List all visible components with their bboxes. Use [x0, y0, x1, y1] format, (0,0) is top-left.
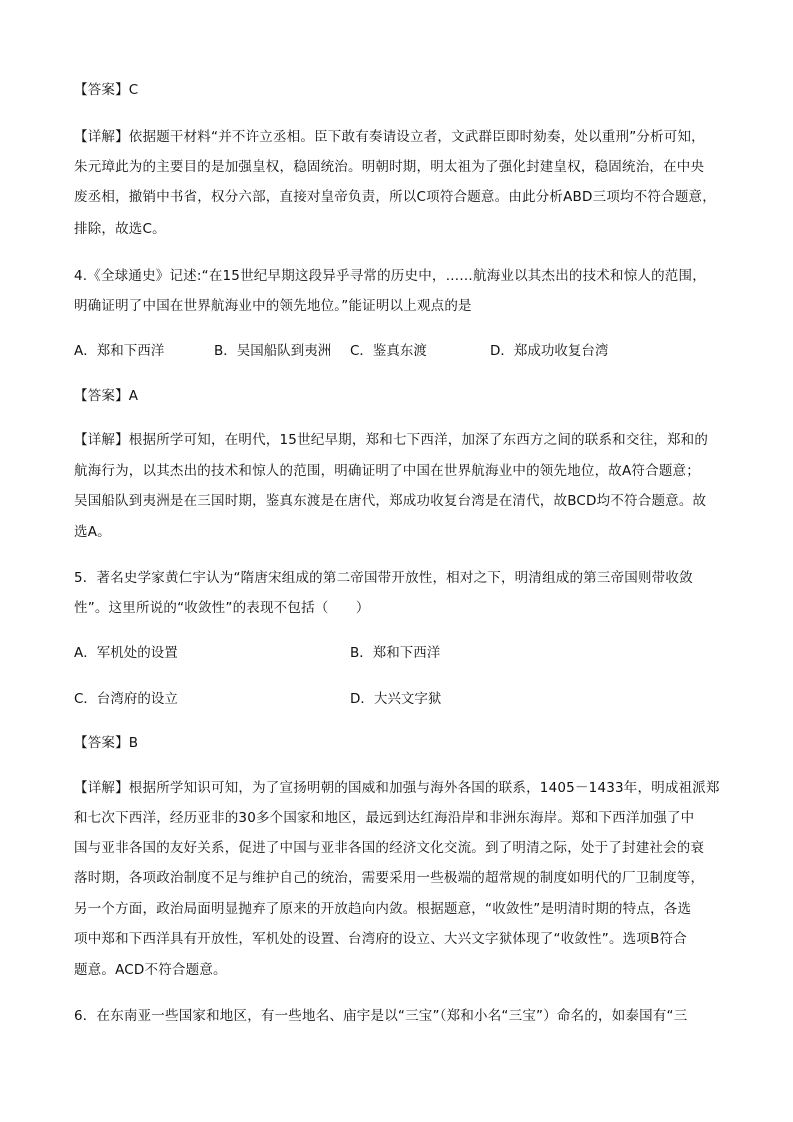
explanation-line: 【详解】依据题干材料“并不许立丞相。臣下敢有奏请设立者，文武群臣即时劾奏，处以重刑”分析可知，	[74, 129, 705, 145]
explanation-line: 另一个方面，政治局面明显抛弃了原来的开放趋向内敛。根据题意，“收敛性”是明清时期的特点，各选	[74, 901, 692, 917]
explanation-line: 废丞相，撤销中书省，权分六部，直接对皇帝负责，所以C项符合题意。由此分析ABD三项均不符合题意，	[74, 189, 716, 205]
question-5-option-a: A．军机处的设置	[74, 645, 178, 661]
answer-label: 【答案】B	[74, 735, 139, 751]
question-4-option-d: D．郑成功收复台湾	[490, 343, 609, 359]
question-5-option-c: C．台湾府的设立	[74, 691, 178, 707]
explanation-line: 吴国船队到夷洲是在三国时期，鉴真东渡是在唐代，郑成功收复台湾是在清代，故BCD均不符合题意。故	[74, 493, 707, 509]
explanation-line: 朱元璋此为的主要目的是加强皇权，稳固统治。明朝时期，明太祖为了强化封建皇权，稳固统治，在中央	[74, 159, 705, 175]
explanation-line: 【详解】根据所学可知，在明代，15世纪早期，郑和七下西洋，加深了东西方之间的联系和交往，郑和的	[74, 432, 709, 448]
explanation-line: 国与亚非各国的友好关系，促进了中国与亚非各国的经济文化交流。到了明清之际，处于了封建社会的衰	[74, 840, 705, 856]
question-5-stem: 5．著名史学家黄仁宇认为“隋唐宋组成的第二帝国带开放性，相对之下，明清组成的第三帝国则带收敛	[74, 570, 693, 586]
explanation-line: 【详解】根据所学知识可知，为了宣扬明朝的国威和加强与海外各国的联系，1405－1433年，明成祖派郑	[74, 780, 720, 796]
question-4-stem: 明确证明了中国在世界航海业中的领先地位。”能证明以上观点的是	[74, 298, 472, 314]
explanation-line: 题意。ACD不符合题意。	[74, 962, 227, 978]
explanation-line: 航海行为，以其杰出的技术和惊人的范围，明确证明了中国在世界航海业中的领先地位，故A符合题意；	[74, 463, 700, 479]
explanation-line: 项中郑和下西洋具有开放性，军机处的设置、台湾府的设立、大兴文字狱体现了“收敛性”。选项B符合	[74, 931, 687, 947]
question-4-stem: 4.《全球通史》记述:“在15世纪早期这段异乎寻常的历史中，……航海业以其杰出的技术和惊人的范围，	[74, 268, 706, 284]
explanation-line: 排除，故选C。	[74, 221, 166, 237]
explanation-line: 落时期，各项政治制度不足与维护自己的统治，需要采用一些极端的超常规的制度如明代的厂卫制度等，	[74, 870, 705, 886]
explanation-line: 和七次下西洋，经历亚非的30多个国家和地区，最远到达红海沿岸和非洲东海岸。郑和下西洋加强了中	[74, 810, 695, 826]
answer-label: 【答案】A	[74, 388, 139, 404]
question-4-option-c: C．鉴真东渡	[350, 343, 427, 359]
question-6-stem: 6．在东南亚一些国家和地区，有一些地名、庙宇是以“三宝”（郑和小名“三宝”）命名的，如泰国有“三	[74, 1008, 688, 1024]
question-5-option-b: B．郑和下西洋	[350, 645, 441, 661]
question-5-option-d: D．大兴文字狱	[350, 691, 442, 707]
question-4-option-a: A．郑和下西洋	[74, 343, 165, 359]
answer-label: 【答案】C	[74, 82, 139, 98]
question-5-stem: 性”。这里所说的“收敛性”的表现不包括（ ）	[74, 600, 370, 616]
question-4-option-b: B．吴国船队到夷洲	[214, 343, 332, 359]
explanation-line: 选A。	[74, 524, 111, 540]
